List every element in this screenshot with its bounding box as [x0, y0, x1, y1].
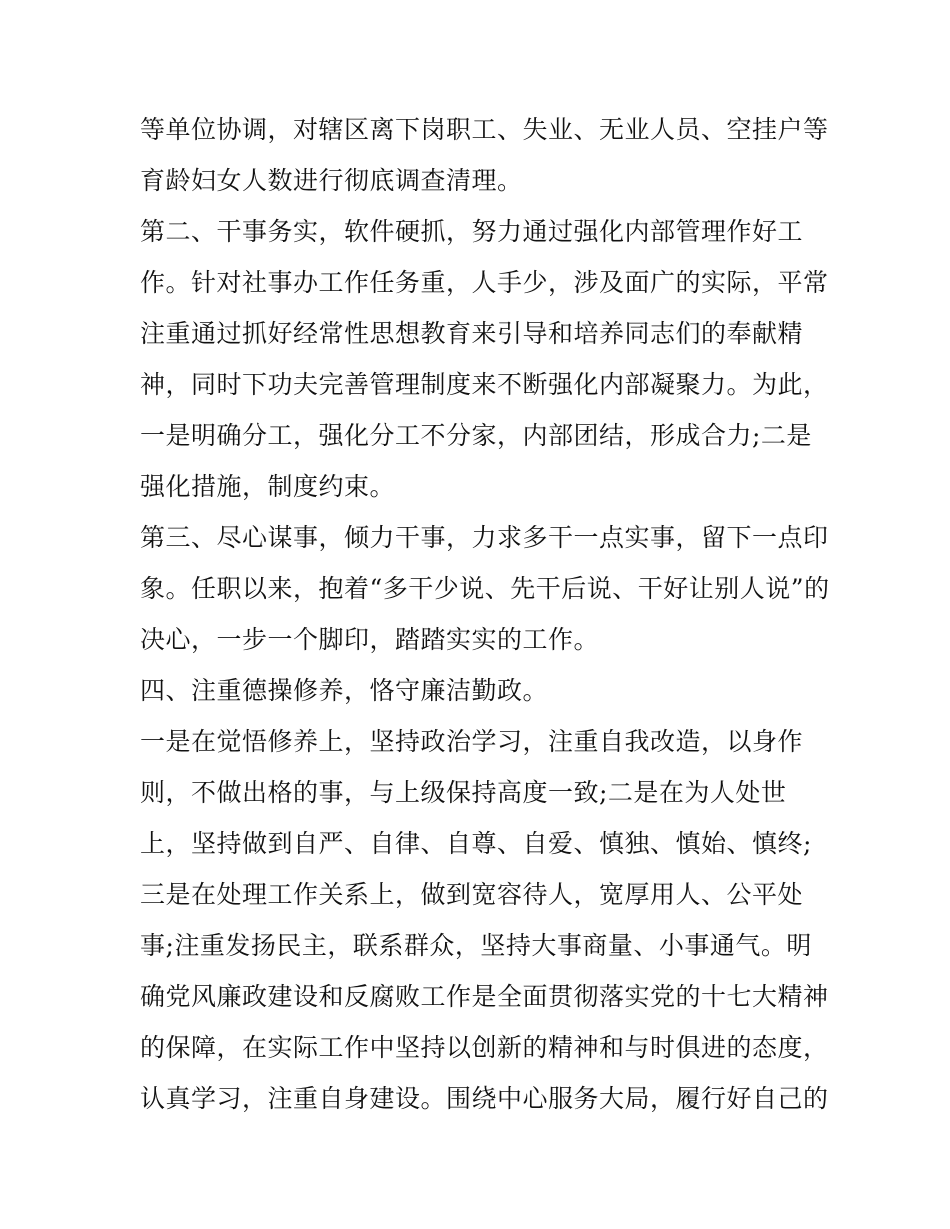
text-line: 事;注重发扬民主，联系群众，坚持大事商量、小事通气。明 [140, 931, 812, 960]
text-line: 上，坚持做到自严、自律、自尊、自爱、慎独、慎始、慎终; [140, 829, 812, 858]
text-line: 注重通过抓好经常性思想教育来引导和培养同志们的奉献精 [140, 319, 804, 348]
text-line: 神，同时下功夫完善管理制度来不断强化内部凝聚力。为此， [140, 370, 829, 399]
text-line: 则，不做出格的事，与上级保持高度一致;二是在为人处世 [140, 778, 787, 807]
text-line: 确党风廉政建设和反腐败工作是全面贯彻落实党的十七大精神 [140, 982, 829, 1011]
text-line: 作。针对社事办工作任务重，人手少，涉及面广的实际，平常 [140, 268, 829, 297]
document-body [140, 104, 840, 1124]
text-line: 决心，一步一个脚印，踏踏实实的工作。 [140, 625, 600, 654]
text-line: 第三、尽心谋事，倾力干事，力求多干一点实事，留下一点印 [140, 523, 829, 552]
text-line: 的保障，在实际工作中坚持以创新的精神和与时俱进的态度， [140, 1033, 829, 1062]
text-line: 三是在处理工作关系上，做到宽容待人，宽厚用人、公平处 [140, 880, 804, 909]
text-line: 认真学习，注重自身建设。围绕中心服务大局，履行好自己的 [140, 1084, 829, 1113]
text-line: 强化措施，制度约束。 [140, 472, 396, 501]
text-line: 四、注重德操修养，恪守廉洁勤政。 [140, 676, 549, 705]
text-line: 育龄妇女人数进行彻底调查清理。 [140, 166, 523, 195]
text-line: 一是明确分工，强化分工不分家，内部团结，形成合力;二是 [140, 421, 812, 450]
text-line: 象。任职以来，抱着“多干少说、先干后说、干好让别人说”的 [140, 574, 830, 603]
text-line: 等单位协调，对辖区离下岗职工、失业、无业人员、空挂户等 [140, 115, 829, 144]
text-line: 一是在觉悟修养上，坚持政治学习，注重自我改造，以身作 [140, 727, 804, 756]
text-line: 第二、干事务实，软件硬抓，努力通过强化内部管理作好工 [140, 217, 804, 246]
